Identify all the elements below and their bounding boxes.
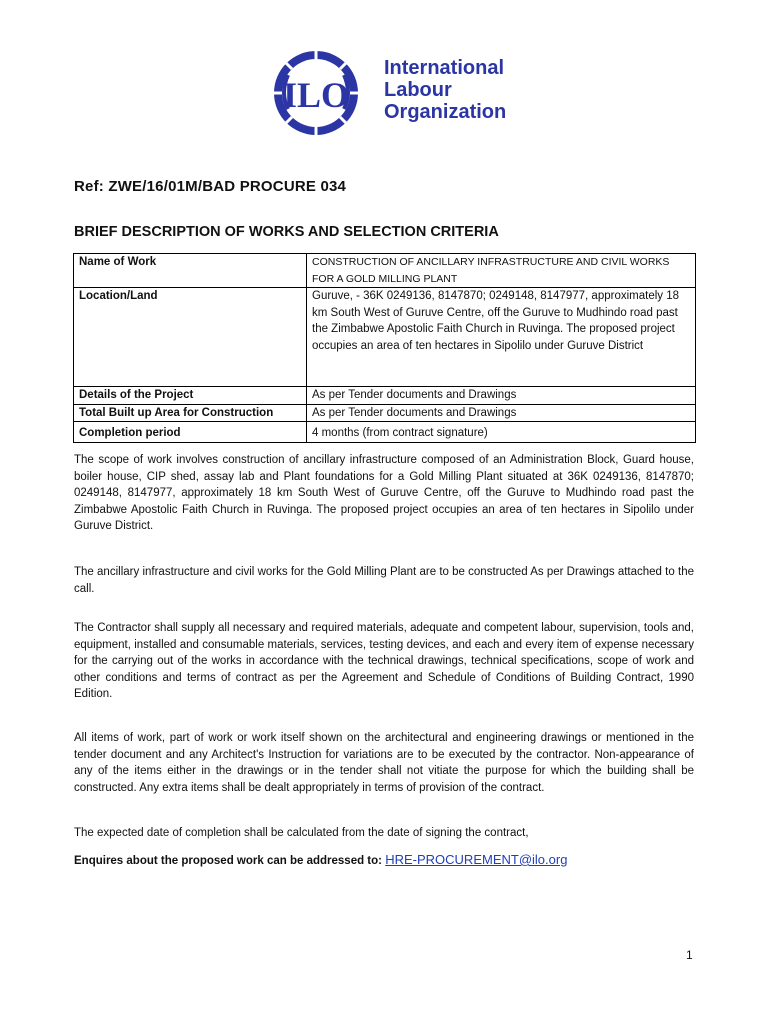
reference-number: Ref: ZWE/16/01M/BAD PROCURE 034 — [74, 178, 347, 195]
table-row — [74, 288, 696, 387]
paragraph-infrastructure: The ancillary infrastructure and civil works for the Gold Milling Plant are to be constructed As per Drawings attached to the call. — [74, 566, 694, 595]
org-name-line: Labour — [384, 79, 452, 101]
row-label: Completion period — [74, 422, 307, 443]
row-label: Total Built up Area for Construction — [74, 404, 307, 422]
row-value: CONSTRUCTION OF ANCILLARY INFRASTRUCTURE AND CIVIL WORKS FOR A GOLD MILLING PLANT — [307, 254, 696, 288]
row-value: Guruve, - 36K 0249136, 8147870; 0249148, 8147977, approximately 18 km South West of Guruve Centre, off the Guruve to Mudhindo road past the Zimbabwe Apostolic Faith Church in Ruvinga. The proposed project occupies an area of ten hectares in Sipolilo under Guruve District — [307, 288, 696, 387]
enquiries-line — [74, 852, 694, 870]
works-table — [73, 253, 696, 443]
paragraph-contractor: The Contractor shall supply all necessary and required materials, adequate and competent labour, supervision, tools and, equipment, installed and consumable materials, services, testing devices, and each and every item of expense necessary for the carrying out of the works in accordance with the technical drawings, technical specifications, scope of work and other conditions and terms of contract as per the Agreement and Schedule of Conditions of Building Contract, 1990 Edition. — [74, 622, 694, 700]
ilo-logo — [262, 49, 522, 139]
ilo-emblem-icon — [262, 49, 372, 139]
row-value: As per Tender documents and Drawings — [307, 404, 696, 422]
row-label: Location/Land — [74, 288, 307, 387]
logo-letters: ILO — [282, 75, 350, 115]
page-number: 1 — [686, 948, 693, 962]
row-label: Details of the Project — [74, 387, 307, 405]
paragraph-scope: The scope of work involves construction of ancillary infrastructure composed of an Administration Block, Guard house, boiler house, CIP shed, assay lab and Plant foundations for a Gold Milling Plant situated at 36K 0249136, 8147870; 0249148, 8147977, approximately 18 km South West of Guruve Centre, off the Guruve to Mudhindo road past the Zimbabwe Apostolic Faith Church in Ruvinga. The proposed project occupies an area of ten hectares in Sipolilo under Guruve District. — [74, 454, 694, 532]
org-name — [384, 57, 506, 123]
row-label: Name of Work — [74, 254, 307, 288]
paragraph-items: All items of work, part of work or work itself shown on the architectural and engineering drawings or mentioned in the tender document and any Architect's Instruction for variations are to be executed by the contractor. Non-appearance of any of the items either in the drawings or in the tender shall not vitiate the purpose for which the building shall be constructed. Any extra items shall be dealt appropriately in terms of provision of the contract. — [74, 732, 694, 794]
table-row — [74, 404, 696, 422]
table-row — [74, 254, 696, 288]
procurement-email-link[interactable]: HRE-PROCUREMENT@ilo.org — [385, 852, 568, 867]
org-name-line: International — [384, 57, 505, 79]
enquiries-label: Enquires about the proposed work can be addressed to: — [74, 855, 382, 867]
table-row — [74, 422, 696, 443]
paragraph-completion: The expected date of completion shall be calculated from the date of signing the contract, — [74, 827, 529, 839]
row-value: 4 months (from contract signature) — [307, 422, 696, 443]
org-name-line: Organization — [384, 101, 507, 123]
section-heading: BRIEF DESCRIPTION OF WORKS AND SELECTION CRITERIA — [74, 224, 499, 240]
table-row — [74, 387, 696, 405]
row-value: As per Tender documents and Drawings — [307, 387, 696, 405]
